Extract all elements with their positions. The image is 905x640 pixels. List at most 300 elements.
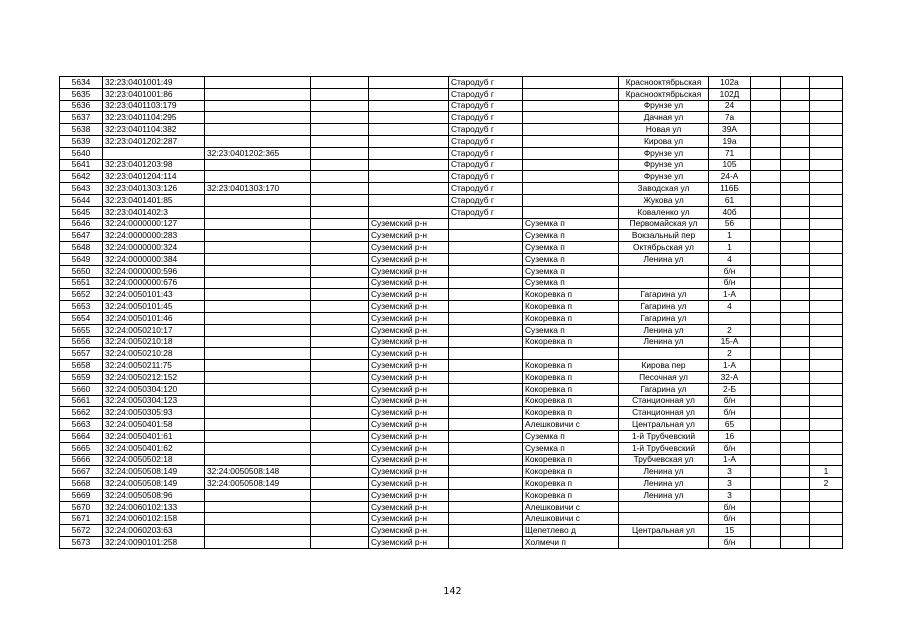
extra-column-3-cell <box>810 277 843 289</box>
extra-column-2-cell <box>781 513 810 525</box>
settlement-cell <box>523 77 619 89</box>
related-cadastral-number-cell <box>205 171 311 183</box>
settlement-cell: Кокоревка п <box>523 478 619 490</box>
row-number-cell: 5646 <box>60 218 103 230</box>
extra-column-1-cell <box>751 218 781 230</box>
empty-column-cell <box>311 442 369 454</box>
house-number-cell <box>709 312 751 324</box>
district-cell: Суземский р-н <box>369 230 449 242</box>
cadastral-number-cell: 32:24:0000000:127 <box>103 218 205 230</box>
settlement-cell: Кокоревка п <box>523 383 619 395</box>
related-cadastral-number-cell <box>205 489 311 501</box>
street-cell: Ленина ул <box>619 324 709 336</box>
page-number: 142 <box>443 586 462 597</box>
cadastral-number-cell: 32:24:0050101:46 <box>103 312 205 324</box>
street-cell: Фрунзе ул <box>619 171 709 183</box>
related-cadastral-number-cell <box>205 324 311 336</box>
related-cadastral-number-cell <box>205 289 311 301</box>
extra-column-3-cell <box>810 383 843 395</box>
extra-column-2-cell <box>781 88 810 100</box>
extra-column-1-cell <box>751 501 781 513</box>
table-row <box>60 147 843 159</box>
house-number-cell: б/н <box>709 513 751 525</box>
table-row <box>60 466 843 478</box>
house-number-cell: б/н <box>709 277 751 289</box>
extra-column-1-cell <box>751 206 781 218</box>
row-number-cell: 5655 <box>60 324 103 336</box>
related-cadastral-number-cell: 32:24:0050508:149 <box>205 478 311 490</box>
row-number-cell: 5661 <box>60 395 103 407</box>
row-number-cell: 5666 <box>60 454 103 466</box>
district-cell <box>369 206 449 218</box>
district-cell: Суземский р-н <box>369 301 449 313</box>
extra-column-2-cell <box>781 419 810 431</box>
street-cell: Коваленко ул <box>619 206 709 218</box>
extra-column-2-cell <box>781 301 810 313</box>
empty-column-cell <box>311 513 369 525</box>
street-cell <box>619 348 709 360</box>
table-row <box>60 525 843 537</box>
house-number-cell: 71 <box>709 147 751 159</box>
extra-column-2-cell <box>781 206 810 218</box>
extra-column-3-cell <box>810 124 843 136</box>
related-cadastral-number-cell: 32:24:0050508:148 <box>205 466 311 478</box>
extra-column-3-cell <box>810 501 843 513</box>
city-cell: Стародуб г <box>449 77 523 89</box>
street-cell: Центральная ул <box>619 419 709 431</box>
table-row <box>60 159 843 171</box>
house-number-cell: б/н <box>709 501 751 513</box>
extra-column-3-cell: 2 <box>810 478 843 490</box>
settlement-cell: Суземка п <box>523 430 619 442</box>
table-row <box>60 230 843 242</box>
city-cell <box>449 324 523 336</box>
extra-column-1-cell <box>751 454 781 466</box>
settlement-cell: Кокоревка п <box>523 301 619 313</box>
settlement-cell: Суземка п <box>523 230 619 242</box>
empty-column-cell <box>311 206 369 218</box>
related-cadastral-number-cell <box>205 348 311 360</box>
city-cell <box>449 230 523 242</box>
related-cadastral-number-cell <box>205 77 311 89</box>
table-row <box>60 324 843 336</box>
extra-column-1-cell <box>751 77 781 89</box>
empty-column-cell <box>311 371 369 383</box>
empty-column-cell <box>311 430 369 442</box>
related-cadastral-number-cell: 32:23:0401303:170 <box>205 183 311 195</box>
empty-column-cell <box>311 100 369 112</box>
district-cell: Суземский р-н <box>369 407 449 419</box>
extra-column-1-cell <box>751 253 781 265</box>
cadastral-number-cell: 32:23:0401001:86 <box>103 88 205 100</box>
empty-column-cell <box>311 277 369 289</box>
street-cell: Фрунзе ул <box>619 100 709 112</box>
row-number-cell: 5660 <box>60 383 103 395</box>
settlement-cell: Суземка п <box>523 277 619 289</box>
house-number-cell: 3 <box>709 489 751 501</box>
empty-column-cell <box>311 159 369 171</box>
city-cell: Стародуб г <box>449 171 523 183</box>
extra-column-1-cell <box>751 124 781 136</box>
house-number-cell: 1-А <box>709 360 751 372</box>
extra-column-3-cell <box>810 242 843 254</box>
extra-column-1-cell <box>751 489 781 501</box>
settlement-cell: Кокоревка п <box>523 371 619 383</box>
street-cell: Гагарина ул <box>619 301 709 313</box>
cadastral-number-cell: 32:24:0050304:123 <box>103 395 205 407</box>
city-cell <box>449 525 523 537</box>
district-cell: Суземский р-н <box>369 289 449 301</box>
settlement-cell: Алешковичи с <box>523 419 619 431</box>
extra-column-1-cell <box>751 112 781 124</box>
house-number-cell: 15 <box>709 525 751 537</box>
cadastral-number-cell: 32:24:0050211:75 <box>103 360 205 372</box>
related-cadastral-number-cell <box>205 112 311 124</box>
extra-column-3-cell <box>810 454 843 466</box>
district-cell: Суземский р-н <box>369 242 449 254</box>
extra-column-3-cell <box>810 159 843 171</box>
row-number-cell: 5650 <box>60 265 103 277</box>
extra-column-3-cell <box>810 230 843 242</box>
extra-column-1-cell <box>751 277 781 289</box>
city-cell <box>449 253 523 265</box>
empty-column-cell <box>311 230 369 242</box>
table-row <box>60 277 843 289</box>
extra-column-3-cell <box>810 430 843 442</box>
related-cadastral-number-cell <box>205 525 311 537</box>
district-cell: Суземский р-н <box>369 454 449 466</box>
extra-column-2-cell <box>781 253 810 265</box>
house-number-cell: 24-А <box>709 171 751 183</box>
empty-column-cell <box>311 147 369 159</box>
empty-column-cell <box>311 242 369 254</box>
extra-column-2-cell <box>781 183 810 195</box>
extra-column-2-cell <box>781 454 810 466</box>
empty-column-cell <box>311 525 369 537</box>
extra-column-1-cell <box>751 513 781 525</box>
table-row <box>60 501 843 513</box>
related-cadastral-number-cell <box>205 242 311 254</box>
house-number-cell: 16 <box>709 430 751 442</box>
house-number-cell: 2 <box>709 348 751 360</box>
related-cadastral-number-cell <box>205 442 311 454</box>
extra-column-1-cell <box>751 301 781 313</box>
empty-column-cell <box>311 124 369 136</box>
city-cell <box>449 513 523 525</box>
related-cadastral-number-cell <box>205 371 311 383</box>
table-row <box>60 395 843 407</box>
empty-column-cell <box>311 312 369 324</box>
district-cell: Суземский р-н <box>369 218 449 230</box>
street-cell: Первомайская ул <box>619 218 709 230</box>
city-cell <box>449 501 523 513</box>
related-cadastral-number-cell <box>205 383 311 395</box>
cadastral-number-cell: 32:23:0401402:3 <box>103 206 205 218</box>
row-number-cell: 5638 <box>60 124 103 136</box>
street-cell: Новая ул <box>619 124 709 136</box>
related-cadastral-number-cell <box>205 513 311 525</box>
house-number-cell: 116Б <box>709 183 751 195</box>
extra-column-2-cell <box>781 277 810 289</box>
empty-column-cell <box>311 194 369 206</box>
district-cell: Суземский р-н <box>369 360 449 372</box>
table-row <box>60 430 843 442</box>
row-number-cell: 5671 <box>60 513 103 525</box>
street-cell: Кирова пер <box>619 360 709 372</box>
street-cell: Жукова ул <box>619 194 709 206</box>
district-cell <box>369 183 449 195</box>
settlement-cell: Кокоревка п <box>523 312 619 324</box>
extra-column-3-cell <box>810 442 843 454</box>
extra-column-1-cell <box>751 466 781 478</box>
settlement-cell: Щепетлево д <box>523 525 619 537</box>
house-number-cell: 61 <box>709 194 751 206</box>
empty-column-cell <box>311 218 369 230</box>
settlement-cell <box>523 124 619 136</box>
related-cadastral-number-cell <box>205 454 311 466</box>
city-cell: Стародуб г <box>449 159 523 171</box>
cadastral-number-cell: 32:23:0401401:85 <box>103 194 205 206</box>
city-cell <box>449 454 523 466</box>
house-number-cell: 1-А <box>709 289 751 301</box>
extra-column-1-cell <box>751 430 781 442</box>
empty-column-cell <box>311 135 369 147</box>
extra-column-2-cell <box>781 124 810 136</box>
table-row <box>60 124 843 136</box>
city-cell: Стародуб г <box>449 100 523 112</box>
extra-column-3-cell <box>810 135 843 147</box>
district-cell: Суземский р-н <box>369 442 449 454</box>
extra-column-3-cell <box>810 489 843 501</box>
district-cell <box>369 147 449 159</box>
extra-column-1-cell <box>751 442 781 454</box>
row-number-cell: 5635 <box>60 88 103 100</box>
house-number-cell: 39А <box>709 124 751 136</box>
empty-column-cell <box>311 395 369 407</box>
settlement-cell: Кокоревка п <box>523 407 619 419</box>
street-cell: Ленина ул <box>619 336 709 348</box>
empty-column-cell <box>311 289 369 301</box>
cadastral-number-cell: 32:24:0050508:149 <box>103 466 205 478</box>
table-row <box>60 289 843 301</box>
street-cell: Фрунзе ул <box>619 147 709 159</box>
cadastral-number-cell: 32:23:0401104:295 <box>103 112 205 124</box>
related-cadastral-number-cell <box>205 230 311 242</box>
empty-column-cell <box>311 348 369 360</box>
extra-column-2-cell <box>781 218 810 230</box>
house-number-cell: 2-Б <box>709 383 751 395</box>
extra-column-3-cell <box>810 301 843 313</box>
extra-column-1-cell <box>751 171 781 183</box>
extra-column-1-cell <box>751 265 781 277</box>
related-cadastral-number-cell <box>205 501 311 513</box>
extra-column-1-cell <box>751 525 781 537</box>
house-number-cell: б/н <box>709 537 751 549</box>
street-cell: Центральная ул <box>619 525 709 537</box>
house-number-cell: б/н <box>709 395 751 407</box>
cadastral-number-cell: 32:24:0060203:63 <box>103 525 205 537</box>
cadastral-number-cell: 32:24:0050210:18 <box>103 336 205 348</box>
settlement-cell: Кокоревка п <box>523 489 619 501</box>
settlement-cell <box>523 171 619 183</box>
cadastral-number-cell: 32:23:0401303:126 <box>103 183 205 195</box>
district-cell: Суземский р-н <box>369 348 449 360</box>
row-number-cell: 5668 <box>60 478 103 490</box>
table-row <box>60 312 843 324</box>
cadastral-number-cell: 32:24:0050101:45 <box>103 301 205 313</box>
related-cadastral-number-cell <box>205 218 311 230</box>
extra-column-3-cell <box>810 77 843 89</box>
settlement-cell: Кокоревка п <box>523 454 619 466</box>
extra-column-3-cell <box>810 537 843 549</box>
extra-column-2-cell <box>781 159 810 171</box>
table-row <box>60 513 843 525</box>
settlement-cell <box>523 206 619 218</box>
settlement-cell: Суземка п <box>523 442 619 454</box>
settlement-cell: Суземка п <box>523 218 619 230</box>
table-row <box>60 183 843 195</box>
extra-column-2-cell <box>781 442 810 454</box>
settlement-cell <box>523 194 619 206</box>
extra-column-3-cell <box>810 183 843 195</box>
row-number-cell: 5639 <box>60 135 103 147</box>
district-cell <box>369 135 449 147</box>
related-cadastral-number-cell <box>205 277 311 289</box>
table-row <box>60 112 843 124</box>
related-cadastral-number-cell <box>205 336 311 348</box>
extra-column-3-cell <box>810 112 843 124</box>
street-cell: Гагарина ул <box>619 289 709 301</box>
empty-column-cell <box>311 407 369 419</box>
city-cell <box>449 466 523 478</box>
extra-column-1-cell <box>751 537 781 549</box>
extra-column-1-cell <box>751 395 781 407</box>
extra-column-3-cell <box>810 289 843 301</box>
extra-column-3-cell <box>810 395 843 407</box>
extra-column-2-cell <box>781 242 810 254</box>
cadastral-number-cell: 32:23:0401202:287 <box>103 135 205 147</box>
empty-column-cell <box>311 383 369 395</box>
house-number-cell: 4 <box>709 253 751 265</box>
settlement-cell: Суземка п <box>523 253 619 265</box>
table-row <box>60 171 843 183</box>
cadastral-number-cell: 32:24:0050305:93 <box>103 407 205 419</box>
table-row <box>60 242 843 254</box>
house-number-cell: 102Д <box>709 88 751 100</box>
extra-column-2-cell <box>781 537 810 549</box>
empty-column-cell <box>311 112 369 124</box>
street-cell: Дачная ул <box>619 112 709 124</box>
extra-column-2-cell <box>781 489 810 501</box>
table-row <box>60 100 843 112</box>
cadastral-number-cell: 32:24:0050502:18 <box>103 454 205 466</box>
registry-table <box>59 76 843 549</box>
extra-column-1-cell <box>751 419 781 431</box>
row-number-cell: 5673 <box>60 537 103 549</box>
empty-column-cell <box>311 466 369 478</box>
city-cell: Стародуб г <box>449 194 523 206</box>
row-number-cell: 5656 <box>60 336 103 348</box>
city-cell <box>449 277 523 289</box>
district-cell: Суземский р-н <box>369 419 449 431</box>
empty-column-cell <box>311 360 369 372</box>
street-cell: Кирова ул <box>619 135 709 147</box>
empty-column-cell <box>311 265 369 277</box>
city-cell <box>449 312 523 324</box>
district-cell: Суземский р-н <box>369 265 449 277</box>
cadastral-number-cell: 32:24:0000000:676 <box>103 277 205 289</box>
empty-column-cell <box>311 489 369 501</box>
city-cell: Стародуб г <box>449 183 523 195</box>
house-number-cell: 1-А <box>709 454 751 466</box>
extra-column-2-cell <box>781 371 810 383</box>
extra-column-2-cell <box>781 407 810 419</box>
extra-column-1-cell <box>751 371 781 383</box>
table-row <box>60 360 843 372</box>
table-row <box>60 489 843 501</box>
related-cadastral-number-cell <box>205 360 311 372</box>
row-number-cell: 5643 <box>60 183 103 195</box>
district-cell: Суземский р-н <box>369 466 449 478</box>
empty-column-cell <box>311 301 369 313</box>
cadastral-number-cell <box>103 147 205 159</box>
house-number-cell: 4 <box>709 301 751 313</box>
table-row <box>60 419 843 431</box>
cadastral-number-cell: 32:24:0050210:28 <box>103 348 205 360</box>
house-number-cell: б/н <box>709 407 751 419</box>
extra-column-2-cell <box>781 395 810 407</box>
district-cell <box>369 159 449 171</box>
city-cell <box>449 407 523 419</box>
table-row <box>60 88 843 100</box>
street-cell: Станционная ул <box>619 407 709 419</box>
related-cadastral-number-cell <box>205 124 311 136</box>
extra-column-1-cell <box>751 135 781 147</box>
settlement-cell: Холмечи п <box>523 537 619 549</box>
empty-column-cell <box>311 171 369 183</box>
settlement-cell: Кокоревка п <box>523 336 619 348</box>
table-row <box>60 336 843 348</box>
district-cell: Суземский р-н <box>369 501 449 513</box>
row-number-cell: 5637 <box>60 112 103 124</box>
house-number-cell: 15-А <box>709 336 751 348</box>
house-number-cell: 65 <box>709 419 751 431</box>
empty-column-cell <box>311 183 369 195</box>
extra-column-3-cell <box>810 312 843 324</box>
extra-column-3-cell <box>810 360 843 372</box>
house-number-cell: 56 <box>709 218 751 230</box>
extra-column-2-cell <box>781 466 810 478</box>
table-row <box>60 348 843 360</box>
city-cell: Стародуб г <box>449 147 523 159</box>
related-cadastral-number-cell <box>205 301 311 313</box>
row-number-cell: 5648 <box>60 242 103 254</box>
district-cell <box>369 194 449 206</box>
settlement-cell: Суземка п <box>523 242 619 254</box>
street-cell: 1-й Трубчевский <box>619 430 709 442</box>
settlement-cell <box>523 100 619 112</box>
row-number-cell: 5641 <box>60 159 103 171</box>
related-cadastral-number-cell <box>205 430 311 442</box>
city-cell: Стародуб г <box>449 206 523 218</box>
district-cell: Суземский р-н <box>369 395 449 407</box>
extra-column-2-cell <box>781 171 810 183</box>
extra-column-3-cell <box>810 525 843 537</box>
row-number-cell: 5672 <box>60 525 103 537</box>
extra-column-1-cell <box>751 289 781 301</box>
table-row <box>60 371 843 383</box>
table-row <box>60 407 843 419</box>
